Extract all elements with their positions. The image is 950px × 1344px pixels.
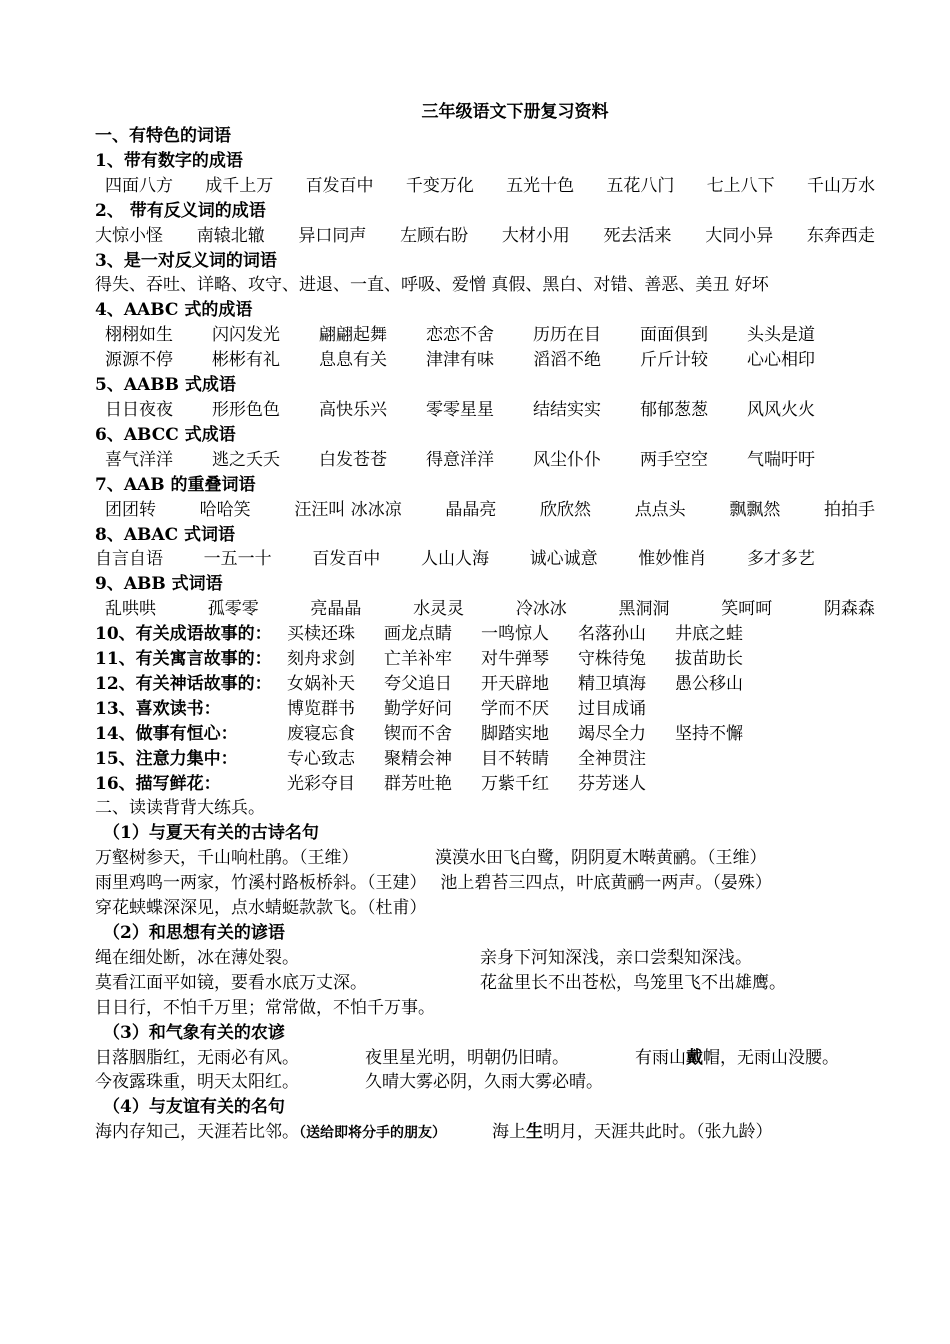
- p2-r1a: 绳在细处断，冰在薄处裂。: [95, 947, 299, 968]
- word-row: [95, 174, 875, 199]
- word-item: 欣欣然: [540, 499, 592, 520]
- word-item: 大同小异: [705, 225, 774, 246]
- word-row: [95, 398, 875, 423]
- labeled-groups: [95, 622, 875, 796]
- p3-r1a: 日落胭脂红，无雨必有风。: [95, 1047, 299, 1068]
- labeled-row: [95, 722, 875, 747]
- word-item: 笑呵呵: [721, 599, 773, 620]
- word-item: 人山人海: [420, 549, 489, 570]
- p4-line: [95, 1120, 875, 1146]
- word-item: 点点头: [634, 499, 686, 520]
- p3-row2: [95, 1070, 875, 1095]
- word-item: 精卫填海: [578, 673, 646, 694]
- labeled-row: [95, 647, 875, 672]
- word-item: 大材小用: [501, 225, 570, 246]
- word-item: 竭尽全力: [578, 723, 646, 744]
- word-item: 异口同声: [298, 225, 367, 246]
- word-item: 名落孙山: [578, 624, 646, 645]
- word-item: 学而不厌: [481, 698, 549, 719]
- word-item: 成千上万: [205, 175, 274, 196]
- labeled-row: [95, 672, 875, 697]
- p1-line3: 穿花蛱蝶深深见，点水蜻蜓款款飞。（杜甫）: [95, 898, 427, 919]
- word-item: 风风火火: [747, 399, 815, 420]
- word-item: 坚持不懈: [675, 723, 743, 744]
- p4-note: （送给即将分手的朋友）: [299, 1125, 446, 1142]
- word-item: 历历在目: [533, 325, 601, 346]
- word-row: [95, 348, 875, 373]
- word-item: 勤学好问: [384, 698, 452, 719]
- word-item: 头头是道: [747, 325, 815, 346]
- word-item: 闪闪发光: [212, 325, 280, 346]
- group-text: 得失、吞吐、详略、攻守、进退、一直、呼吸、爱憎 真假、黑白、对错、善恶、美丑 好坏: [95, 275, 769, 296]
- p2-r2a: 莫看江面平如镜，要看水底万丈深。: [95, 972, 367, 993]
- document-page: [95, 100, 875, 1146]
- word-item: 锲而不舍: [384, 723, 452, 744]
- word-item: 日日夜夜: [105, 399, 173, 420]
- word-item: 全神贯注: [578, 748, 646, 769]
- group-heading: 1、带有数字的成语: [95, 150, 243, 171]
- p1-line1: 万壑树参天，千山响杜鹃。（王维） 漠漠水田飞白鹭，阴阴夏木啭黄鹂。（王维）: [95, 848, 767, 869]
- word-item: 飘飘然: [729, 499, 781, 520]
- p1-line2: 雨里鸡鸣一两家，竹溪村路板桥斜。（王建） 池上碧苔三四点，叶底黄鹂一两声。（晏殊）: [95, 873, 772, 894]
- p3-r1c-post: 帽，无雨山没腰。: [703, 1047, 839, 1068]
- word-item: 惟妙惟肖: [638, 549, 707, 570]
- word-item: 亮晶晶: [310, 599, 362, 620]
- word-item: 愚公移山: [675, 673, 743, 694]
- word-item: 拔苗助长: [675, 649, 743, 670]
- word-item: 彬彬有礼: [212, 350, 280, 371]
- word-item: 夸父追日: [384, 673, 452, 694]
- labeled-row-label: 14、做事有恒心：: [95, 723, 238, 744]
- word-item: 七上八下: [706, 175, 775, 196]
- word-item: 目不转睛: [481, 748, 549, 769]
- labeled-row-label: 15、注意力集中：: [95, 748, 238, 769]
- word-item: 南辕北辙: [196, 225, 265, 246]
- word-item: 翩翩起舞: [319, 325, 387, 346]
- word-item: 左顾右盼: [400, 225, 469, 246]
- p2-row3: 日日行，不怕千万里；常常做，不怕千万事。: [95, 997, 435, 1018]
- p3-r1c-bold: 戴: [686, 1047, 703, 1068]
- labeled-row: [95, 697, 875, 722]
- word-item: 喜气洋洋: [105, 449, 173, 470]
- word-item: 高快乐兴: [319, 399, 387, 420]
- word-groups: [95, 149, 875, 622]
- labeled-row-label: 16、描写鲜花：: [95, 773, 221, 794]
- p3-r1c: [635, 1046, 839, 1071]
- word-item: 得意洋洋: [426, 449, 494, 470]
- word-item: 自言自语: [95, 549, 163, 570]
- word-item: 死去活来: [603, 225, 672, 246]
- group-heading: 4、AABC 式的成语: [95, 300, 253, 321]
- word-item: 亡羊补牢: [384, 649, 452, 670]
- word-item: 刻舟求剑: [287, 649, 355, 670]
- word-item: 晶晶亮: [445, 499, 497, 520]
- p4-a: 海内存知己，天涯若比邻。: [95, 1122, 299, 1143]
- labeled-row: [95, 772, 875, 797]
- word-item: 哈哈笑: [199, 499, 251, 520]
- group-heading: 9、ABB 式词语: [95, 574, 223, 595]
- word-item: 诚心诚意: [529, 549, 598, 570]
- word-item: 白发苍苍: [319, 449, 387, 470]
- group-heading: 7、AAB 的重叠词语: [95, 474, 256, 495]
- word-item: 气喘吁吁: [747, 449, 815, 470]
- labeled-row-label: 10、有关成语故事的：: [95, 624, 272, 645]
- word-item: 汪汪叫 冰冰凉: [294, 499, 402, 520]
- word-item: 光彩夺目: [287, 773, 355, 794]
- word-row: [95, 597, 875, 622]
- word-item: 一鸣惊人: [481, 624, 549, 645]
- word-item: 开天辟地: [481, 673, 549, 694]
- word-item: 阴森森: [823, 599, 875, 620]
- word-row: [95, 547, 875, 572]
- word-item: 两手空空: [640, 449, 708, 470]
- p2-r1b: 亲身下河知深浅，亲口尝梨知深浅。: [480, 947, 752, 968]
- word-item: 零零星星: [426, 399, 494, 420]
- word-item: 斤斤计较: [640, 350, 708, 371]
- group-heading: 5、AABB 式成语: [95, 375, 236, 396]
- word-item: 黑洞洞: [618, 599, 670, 620]
- word-item: 废寝忘食: [287, 723, 355, 744]
- word-item: 一五一十: [203, 549, 272, 570]
- word-item: 逃之夭夭: [212, 449, 280, 470]
- word-item: 四面八方: [105, 175, 173, 196]
- word-item: 东奔西走: [806, 225, 875, 246]
- word-row: [95, 323, 875, 348]
- p3-r1b: 夜里星光明，明朝仍旧晴。: [365, 1047, 569, 1068]
- word-item: 乱哄哄: [105, 599, 156, 620]
- word-item: 面面俱到: [640, 325, 708, 346]
- word-item: 芬芳迷人: [578, 773, 646, 794]
- word-item: 脚踏实地: [481, 723, 549, 744]
- p1-heading: （1）与夏天有关的古诗名句: [103, 823, 319, 844]
- word-item: 源源不停: [105, 350, 173, 371]
- word-item: 画龙点睛: [384, 624, 452, 645]
- word-item: 滔滔不绝: [533, 350, 601, 371]
- group-heading: 8、ABAC 式词语: [95, 524, 236, 545]
- word-item: 孤零零: [207, 599, 259, 620]
- word-item: 过目成诵: [578, 698, 646, 719]
- word-item: 冷冰冰: [515, 599, 567, 620]
- p3-r2a: 今夜露珠重，明天太阳红。: [95, 1072, 299, 1093]
- word-item: 百发百中: [305, 175, 374, 196]
- word-item: 风尘仆仆: [533, 449, 601, 470]
- word-item: 拍拍手: [824, 499, 875, 520]
- p2-row1: [95, 946, 875, 971]
- p2-heading: （2）和思想有关的谚语: [103, 923, 285, 943]
- word-item: 大惊小怪: [95, 225, 163, 246]
- p3-heading: （3）和气象有关的农谚: [103, 1022, 285, 1043]
- word-item: 对牛弹琴: [481, 649, 549, 670]
- word-item: 津津有味: [426, 350, 494, 371]
- p4-b-bold: 生: [526, 1122, 543, 1143]
- word-item: 井底之蛙: [675, 624, 743, 645]
- section1-heading: 一、有特色的词语: [95, 126, 231, 146]
- word-item: 五花八门: [606, 175, 675, 196]
- page-title: 三年级语文下册复习资料: [421, 102, 609, 122]
- word-item: 形形色色: [212, 399, 280, 420]
- word-item: 千山万水: [806, 175, 875, 196]
- p3-r2b: 久晴大雾必阴，久雨大雾必晴。: [365, 1072, 603, 1093]
- word-item: 息息有关: [319, 350, 387, 371]
- labeled-row: [95, 622, 875, 647]
- word-row: [95, 498, 875, 523]
- p4-b-post: 明月，天涯共此时。（张九龄）: [543, 1122, 773, 1143]
- word-item: 买椟还珠: [287, 624, 355, 645]
- p3-row1: [95, 1046, 875, 1071]
- p2-r2b: 花盆里长不出苍松，鸟笼里飞不出雄鹰。: [480, 972, 786, 993]
- word-item: 专心致志: [287, 748, 355, 769]
- labeled-row: [95, 747, 875, 772]
- word-row: [95, 224, 875, 249]
- labeled-row-label: 11、有关寓言故事的：: [95, 649, 272, 670]
- labeled-row-label: 13、喜欢读书：: [95, 698, 221, 719]
- p3-r1c-pre: 有雨山: [635, 1047, 686, 1068]
- word-item: 万紫千红: [481, 773, 549, 794]
- word-item: 郁郁葱葱: [640, 399, 708, 420]
- section2-heading: 二、读读背背大练兵。: [95, 798, 265, 819]
- p4-b-pre: 海上: [492, 1122, 526, 1143]
- p4-heading: （4）与友谊有关的名句: [103, 1097, 285, 1118]
- word-item: 栩栩如生: [105, 325, 173, 346]
- word-item: 聚精会神: [384, 748, 452, 769]
- word-row: [95, 448, 875, 473]
- word-item: 百发百中: [312, 549, 381, 570]
- word-item: 结结实实: [533, 399, 601, 420]
- group-heading: 6、ABCC 式成语: [95, 424, 236, 445]
- labeled-row-label: 12、有关神话故事的：: [95, 673, 272, 694]
- word-item: 恋恋不舍: [426, 325, 494, 346]
- word-item: 守株待兔: [578, 649, 646, 670]
- word-item: 团团转: [105, 499, 156, 520]
- group-heading: 2、 带有反义词的成语: [95, 200, 266, 221]
- word-item: 女娲补天: [287, 673, 355, 694]
- p2-row2: [95, 971, 875, 996]
- group-heading: 3、是一对反义词的词语: [95, 250, 277, 271]
- word-item: 博览群书: [287, 698, 355, 719]
- word-item: 多才多艺: [746, 549, 815, 570]
- word-item: 水灵灵: [413, 599, 465, 620]
- word-item: 群芳吐艳: [384, 773, 452, 794]
- word-item: 五光十色: [506, 175, 575, 196]
- word-item: 千变万化: [405, 175, 474, 196]
- word-item: 心心相印: [747, 350, 815, 371]
